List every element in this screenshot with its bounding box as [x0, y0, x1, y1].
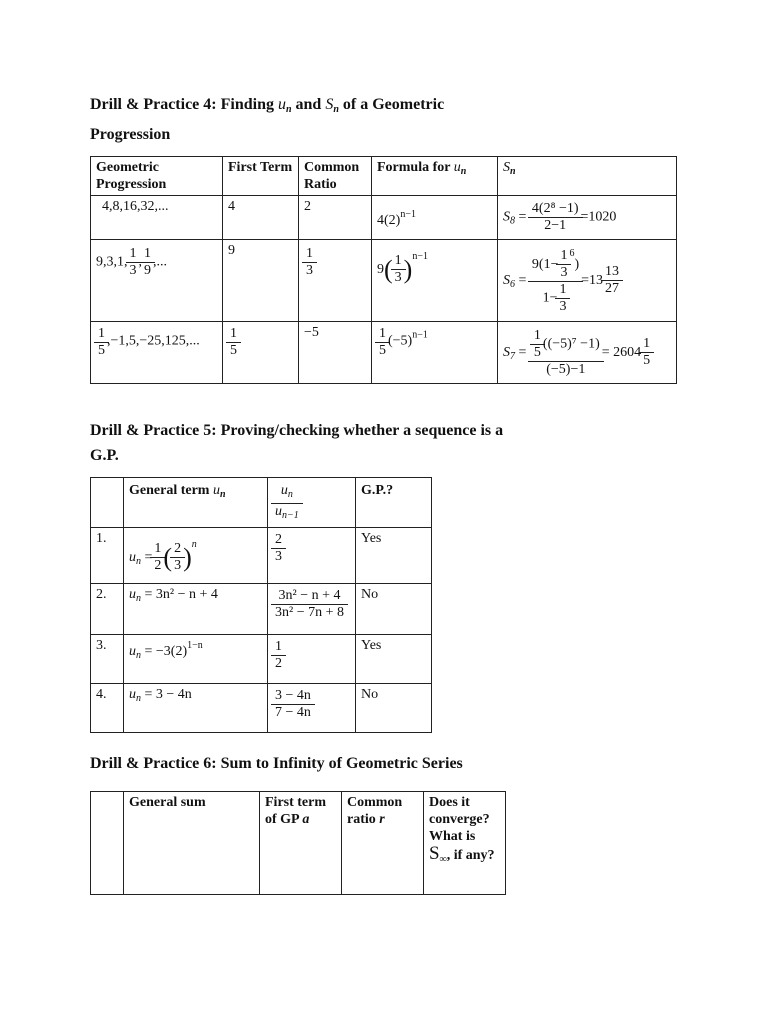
table-row: [91, 584, 432, 635]
gp-sn: $S_7$ = $\frac{1}{5}$ ((−5)⁷ −1) (−5)−1 = 2604 $\frac{1}{5}$: [498, 322, 677, 384]
gp-table: [90, 156, 677, 384]
header-common-ratio: Common ratio r: [342, 792, 424, 895]
gp-formula: 9( $\frac{1}{3}$ )$^{n-1}$: [372, 240, 498, 322]
sum-infinity-table: [90, 791, 506, 895]
header-index: [91, 478, 124, 528]
section4-title: Drill & Practice 4: Finding $u_n$ and $S_n$ of a Geometric Progression: [90, 96, 445, 143]
gp-sn: $S_8$ = $\frac{\text{4(2⁸ −1)}}{2-1}$ =1020: [498, 196, 677, 240]
is-gp: Yes: [356, 528, 432, 584]
section5-title: Drill & Practice 5: Proving/checking whether a sequence is a G.P.: [90, 422, 504, 464]
gp-first-term: 9: [223, 240, 299, 322]
is-gp: No: [356, 584, 432, 635]
header-index: [91, 792, 124, 895]
gp-table-header: [91, 157, 677, 196]
header-common-ratio: Common Ratio: [299, 157, 372, 196]
ratio-value: $\frac{1}{2}$: [268, 635, 356, 684]
sum-infinity-header: [91, 792, 506, 895]
gp-check-table: [90, 477, 432, 733]
header-converge: Does it converge? What is $S_\infty$, if any?: [424, 792, 506, 895]
table-row: [91, 684, 432, 733]
gp-common-ratio: $\frac{1}{3}$: [299, 240, 372, 322]
header-general-term: General term $u_n$: [124, 478, 268, 528]
general-term: $u_n = -3(2)^{1-n}$: [124, 635, 268, 684]
gp-check-header: [91, 478, 432, 528]
row-index: 4.: [91, 684, 124, 733]
table-row: [91, 528, 432, 584]
header-first-term: First term of GP a: [260, 792, 342, 895]
gp-formula: $4(2)^{n-1}$: [372, 196, 498, 240]
general-term: $u_n$ = $\frac{1}{2}$ ( $\frac{2}{3}$ )$^n$: [124, 528, 268, 584]
ratio-value: $\frac{\text{3n² − n + 4}}{\text{3n² − 7n + 8}}$: [268, 584, 356, 635]
general-term: $u_n = 3 - 4n$: [124, 684, 268, 733]
table-row: [91, 635, 432, 684]
table-row: [91, 322, 677, 384]
general-term: $u_n = 3n^2 - n + 4$: [124, 584, 268, 635]
gp-formula: $\frac{1}{5}$ $(-5)^{n-1}$: [372, 322, 498, 384]
is-gp: No: [356, 684, 432, 733]
header-general-sum: General sum: [124, 792, 260, 895]
table-row: [91, 240, 677, 322]
gp-common-ratio: −5: [299, 322, 372, 384]
header-gp: Geometric Progression: [91, 157, 223, 196]
ratio-value: $\frac{2}{3}$: [268, 528, 356, 584]
gp-first-term: 4: [223, 196, 299, 240]
header-is-gp: G.P.?: [356, 478, 432, 528]
gp-sequence: 9,3,1, $\frac{1}{3}$ , $\frac{1}{9}$ ,...: [91, 240, 223, 322]
header-ratio: $\frac{u_n}{u_{n-1}}$: [268, 478, 356, 528]
gp-sequence: 4,8,16,32,...: [91, 196, 223, 240]
section6-title: Drill & Practice 6: Sum to Infinity of Geometric Series: [90, 755, 463, 772]
header-first-term: First Term: [223, 157, 299, 196]
gp-first-term: $\frac{1}{5}$: [223, 322, 299, 384]
gp-sn: $S_6$ = 9(1− $\frac{1}{3}$ $^6$) 1− $\frac{1}{3}$ =13 $\frac{13}{27}$: [498, 240, 677, 322]
table-row: [91, 196, 677, 240]
row-index: 1.: [91, 528, 124, 584]
row-index: 3.: [91, 635, 124, 684]
row-index: 2.: [91, 584, 124, 635]
header-sn: $S_n$: [498, 157, 677, 196]
gp-common-ratio: 2: [299, 196, 372, 240]
gp-sequence: $\frac{1}{5}$ ,−1,5,−25,125,...: [91, 322, 223, 384]
header-formula: Formula for $u_n$: [372, 157, 498, 196]
is-gp: Yes: [356, 635, 432, 684]
ratio-value: $\frac{3 - 4n}{7 - 4n}$: [268, 684, 356, 733]
